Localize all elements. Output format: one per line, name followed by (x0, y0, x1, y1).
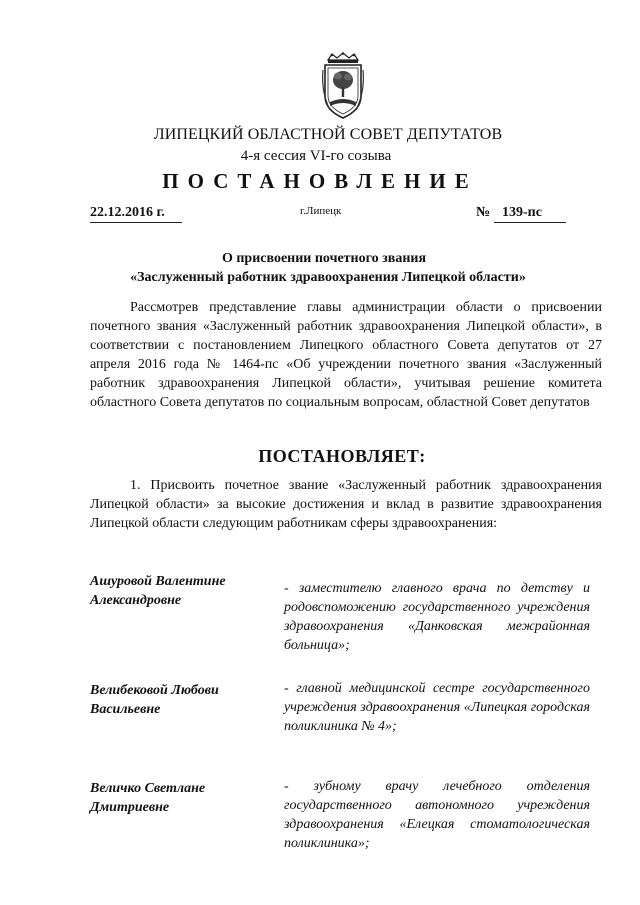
coat-of-arms-icon (320, 52, 366, 122)
awardee-position: - зубному врачу лечебного отделения государственного автономного учреждения здравоохранения «Елецкая стоматологическая поликлиника»; (284, 779, 590, 851)
awardee-position: - главной медицинской сестре государственного учреждения здравоохранения «Липецкая городская поликлиника № 4»; (284, 681, 590, 734)
preamble-paragraph: Рассмотрев представление главы администрации области о присвоении почетного звания «Заслуженный работник здравоохранения Липецкой области», в соответствии с постановлением Липецкого областного Совета депутатов от 27 апреля 2016 года № 1464-пс «Об учреждении почетного звания «Заслуженный работник здравоохранения Липецкой области», учитывая решение комитета областного Совета депутатов по социальным вопросам, областной Совет депутатов (90, 300, 602, 410)
awardee-name: Величко Светлане Дмитриевне (90, 781, 206, 815)
document-number: 139-пс (494, 205, 566, 223)
resolution-item-1: 1. Присвоить почетное звание «Заслуженный работник здравоохранения Липецкой области» за высокие достижения и вклад в развитие здравоохранения Липецкой области следующим работникам сферы здравоохранения: (90, 478, 602, 531)
awardee-name: Ашуровой Валентине Александровне (90, 574, 226, 608)
subject-line-2: «Заслуженный работник здравоохранения Липецкой области» (130, 270, 526, 285)
awardee-name: Велибековой Любови Васильевне (90, 683, 219, 717)
subject-line-1: О присвоении почетного звания (221, 251, 427, 266)
document-type-title: ПОСТАНОВЛЕНИЕ (162, 169, 478, 193)
document-date: 22.12.2016 г. (90, 205, 182, 223)
council-name: ЛИПЕЦКИЙ ОБЛАСТНОЙ СОВЕТ ДЕПУТАТОВ (153, 126, 503, 143)
number-sign: № (476, 205, 491, 220)
session-line: 4-я сессия VI-го созыва (240, 148, 392, 164)
document-city: г.Липецк (300, 205, 342, 217)
resolves-heading: ПОСТАНОВЛЯЕТ: (258, 446, 426, 466)
awardee-position: - заместителю главного врача по детству и родовспоможению государственного учреждения здравоохранения «Данковская межрайонная больница»; (284, 581, 590, 653)
